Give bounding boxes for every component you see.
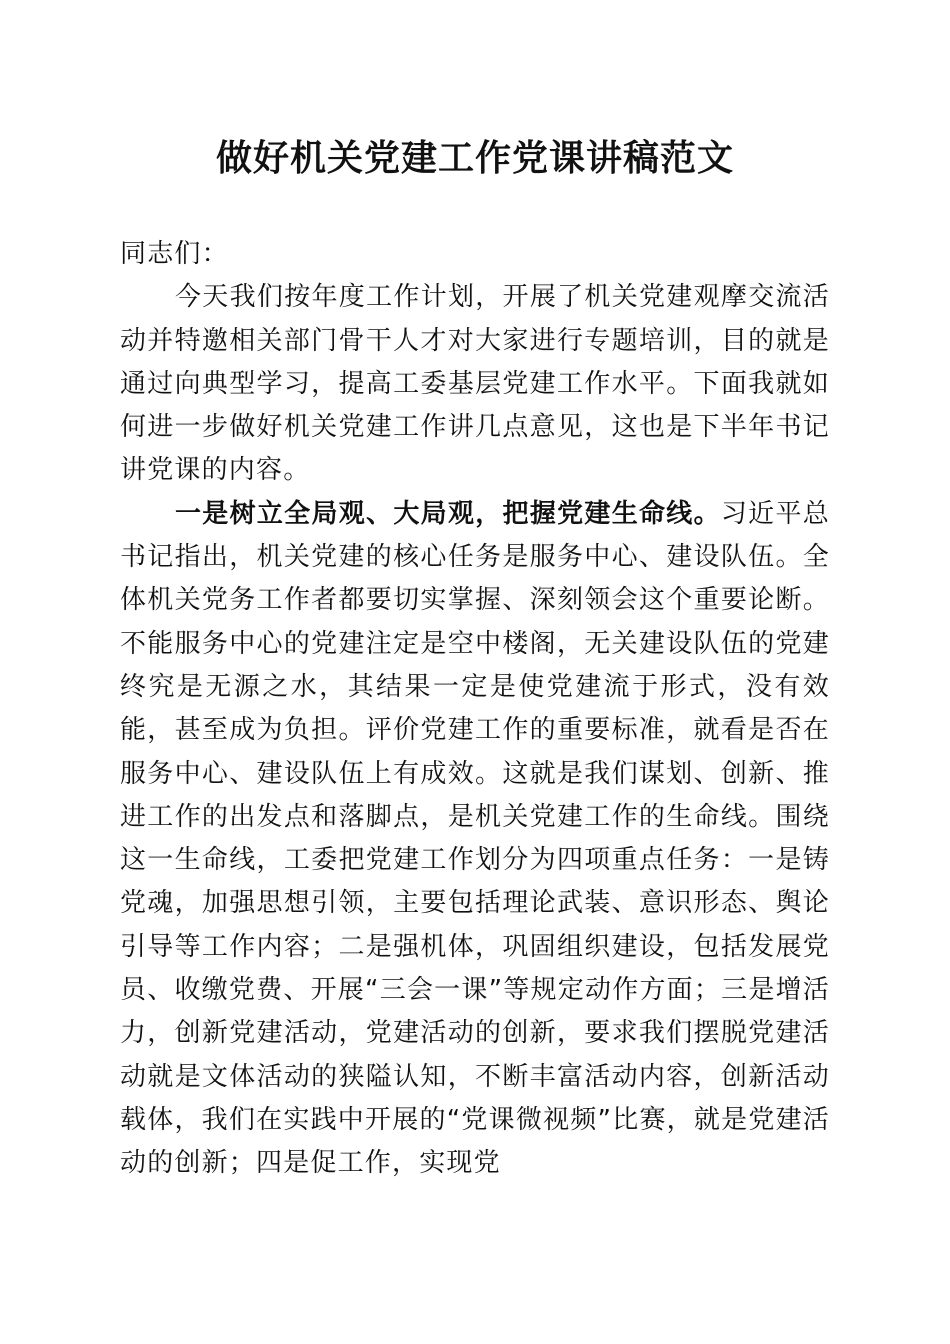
document-title: 做好机关党建工作党课讲稿范文 [215,137,734,179]
paragraph-point-one-text: 习近平总书记指出，机关党建的核心任务是服务中心、建设队伍。全体机关党务工作者都要切实掌握、深刻领会这个重要论断。不能服务中心的党建注定是空中楼阁，无关建设队伍的党建终究是无源之水，其结果一定是使党建流于形式，没有效能，甚至成为负担。评价党建工作的重要标准，就看是否在服务中心、建设队伍上有成效。这就是我们谋划、创新、推进工作的出发点和落脚点，是机关党建工作的生命线。围绕这一生命线，工委把党建工作划分为四项重点任务：一是铸党魂，加强思想引领，主要包括理论武装、意识形态、舆论引导等工作内容；二是强机体，巩固组织建设，包括发展党员、收缴党费、开展“三会一课”等规定动作方面；三是增活力，创新党建活动，党建活动的创新，要求我们摆脱党建活动就是文体活动的狭隘认知，不断丰富活动内容，创新活动载体，我们在实践中开展的“党课微视频”比赛，就是党建活动的创新；四是促工作，实现党 [120,498,830,1179]
document-body [120,233,830,1186]
paragraph-intro-text: 今天我们按年度工作计划，开展了机关党建观摩交流活动并特邀相关部门骨干人才对大家进行专题培训，目的就是通过向典型学习，提高工委基层党建工作水平。下面我就如何进一步做好机关党建工作讲几点意见，这也是下半年书记讲党课的内容。 [120,282,830,486]
paragraph-point-one [120,493,830,1186]
salutation: 同志们： [120,239,229,269]
paragraph-point-one-lead: 一是树立全局观、大局观，把握党建生命线。 [175,498,721,529]
paragraph-intro [120,276,830,492]
